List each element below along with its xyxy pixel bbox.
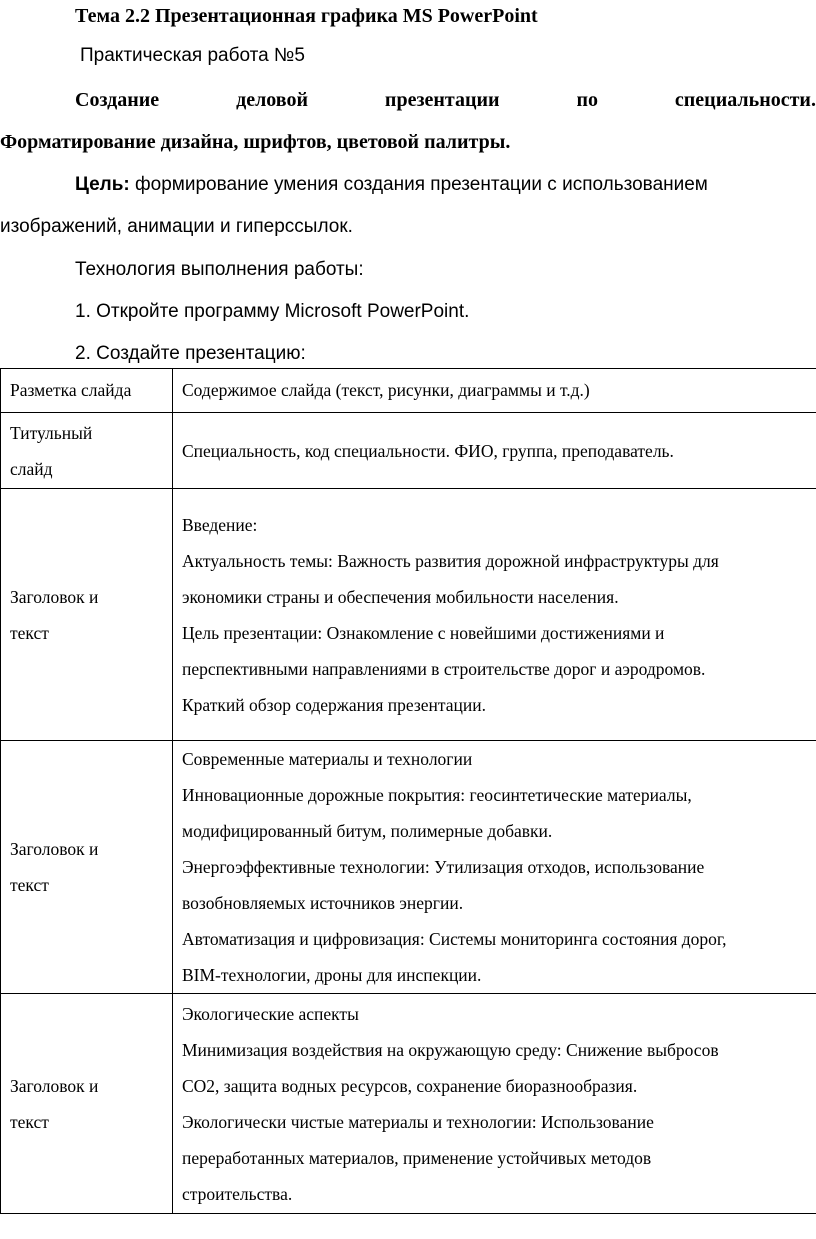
content-cell [173,994,816,1214]
content-line: Современные материалы и технологии [182,749,473,769]
content-line: Специальность, код специальности. ФИО, группа, преподаватель. [182,440,674,461]
heading-word: специальности. [674,89,816,111]
heading-word: Создание [75,89,160,111]
layout-cell [1,994,173,1214]
content-line: Цель презентации: Ознакомление с новейшими достижениями и [182,622,665,643]
table-header-row [1,369,816,413]
content-line: Введение: [182,514,258,535]
slides-table [0,368,816,1214]
content-line: Инновационные дорожные покрытия: геосинтетические материалы, [182,785,692,805]
steps-intro: Технология выполнения работы: [75,259,364,280]
layout-cell [1,741,173,994]
heading-line-1 [75,88,816,112]
content-line: Экологически чистые материалы и технологии: Использование [182,1111,654,1132]
content-line: Экологические аспекты [182,1003,359,1024]
content-line: Энергоэффективные технологии: Утилизация отходов, использование [182,857,705,877]
content-cell [173,413,816,489]
goal-text: формирование умения создания презентации с использованием [129,174,708,195]
layout-line: Титульный [10,422,93,443]
table-header-cell: Разметка слайда [1,369,173,413]
goal-line-2: изображений, анимации и гиперссылок. [0,216,353,237]
content-line: Автоматизация и цифровизация: Системы мониторинга состояния дорог, [182,929,727,949]
table-row [1,489,816,741]
content-line: возобновляемых источников энергии. [182,893,464,913]
heading-word: презентации [384,89,500,111]
heading-word: по [576,89,598,111]
layout-line: текст [10,1111,49,1132]
content-line: строительства. [182,1183,293,1204]
goal-label: Цель: [75,174,130,195]
layout-line: текст [10,622,49,643]
layout-line: слайд [10,458,53,479]
content-line: Актуальность темы: Важность развития дорожной инфраструктуры для [182,550,719,571]
content-line: CO2, защита водных ресурсов, сохранение биоразнообразия. [182,1075,638,1096]
layout-line: текст [10,875,49,895]
work-title: Практическая работа №5 [80,45,305,66]
step-2: 2. Создайте презентацию: [75,343,306,364]
content-cell [173,489,816,741]
goal-line-1 [75,173,708,197]
layout-line: Заголовок и [10,586,99,607]
content-line: переработанных материалов, применение устойчивых методов [182,1147,652,1168]
content-line: модифицированный битум, полимерные добавки. [182,821,553,841]
layout-cell [1,489,173,741]
content-line: Минимизация воздействия на окружающую среду: Снижение выбросов [182,1039,719,1060]
content-line: перспективными направлениями в строительстве дорог и аэродромов. [182,658,706,679]
table-row [1,413,816,489]
step-1: 1. Откройте программу Microsoft PowerPoint. [75,301,470,322]
content-line: BIM-технологии, дроны для инспекции. [182,965,482,985]
layout-cell [1,413,173,489]
layout-line: Заголовок и [10,839,99,859]
table-row [1,994,816,1214]
heading-word: деловой [236,89,308,111]
heading-line-2: Форматирование дизайна, шрифтов, цветовой палитры. [0,131,511,153]
layout-line: Заголовок и [10,1075,99,1096]
topic-title: Тема 2.2 Презентационная графика MS PowerPoint [75,5,538,27]
content-cell [173,741,816,994]
table-header-cell: Содержимое слайда (текст, рисунки, диаграммы и т.д.) [173,369,816,413]
content-line: экономики страны и обеспечения мобильности населения. [182,586,619,607]
content-line: Краткий обзор содержания презентации. [182,694,487,715]
table-row [1,741,816,994]
